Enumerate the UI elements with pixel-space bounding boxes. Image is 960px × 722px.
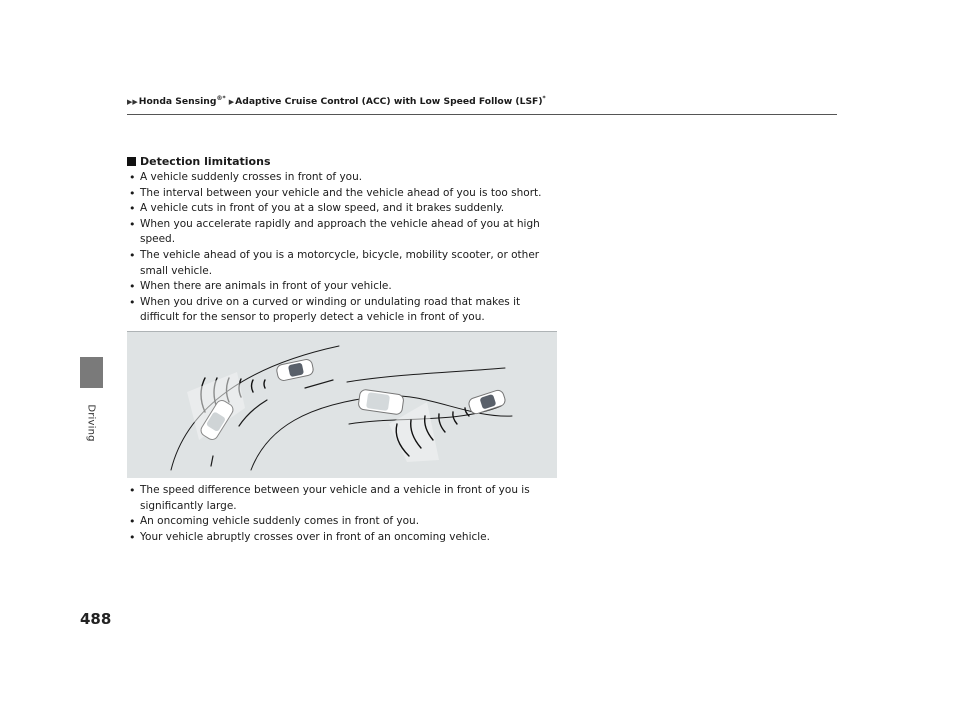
list-item: • A vehicle cuts in front of you at a slow speed, and it brakes suddenly.	[129, 201, 561, 217]
section-heading	[127, 155, 271, 168]
list-item: • The interval between your vehicle and the vehicle ahead of you is too short.	[129, 186, 561, 202]
curved-road-illustration	[127, 331, 557, 478]
breadcrumb-honda-sensing[interactable]: Honda Sensing	[138, 96, 217, 108]
triangle-icon: ▶▶	[127, 98, 138, 107]
black-square-icon	[127, 157, 136, 166]
list-item: • An oncoming vehicle suddenly comes in front of you.	[129, 514, 561, 530]
page-number: 488	[80, 610, 112, 628]
list-item: • Your vehicle abruptly crosses over in front of an oncoming vehicle.	[129, 530, 561, 546]
chapter-label-text: Driving	[85, 404, 97, 442]
list-item: • When there are animals in front of your vehicle.	[129, 279, 561, 295]
list-item: • When you drive on a curved or winding or undulating road that makes it difficult for the sensor to properly detect a vehicle in front of you.	[129, 295, 561, 326]
asterisk-mark: *	[542, 95, 546, 102]
list-item: • The vehicle ahead of you is a motorcycle, bicycle, mobility scooter, or other small vehicle.	[129, 248, 561, 279]
chapter-label	[79, 398, 103, 448]
registered-mark: ®	[216, 95, 223, 102]
breadcrumb-acc[interactable]: Adaptive Cruise Control (ACC) with Low Speed Follow (LSF)	[235, 96, 543, 108]
additional-limitations-list	[129, 483, 561, 545]
header-divider	[127, 114, 837, 115]
chapter-tab	[80, 357, 103, 388]
asterisk-mark: *	[222, 95, 226, 102]
list-item: • The speed difference between your vehicle and a vehicle in front of you is significantly large.	[129, 483, 561, 514]
car-top	[276, 358, 315, 381]
car-middle	[358, 389, 404, 415]
breadcrumb	[127, 95, 837, 107]
section-heading-text: Detection limitations	[140, 155, 271, 168]
list-item: • When you accelerate rapidly and approach the vehicle ahead of you at high speed.	[129, 217, 561, 248]
triangle-icon: ▶	[228, 98, 235, 107]
list-item: • A vehicle suddenly crosses in front of you.	[129, 170, 561, 186]
detection-limitations-list	[129, 170, 561, 326]
